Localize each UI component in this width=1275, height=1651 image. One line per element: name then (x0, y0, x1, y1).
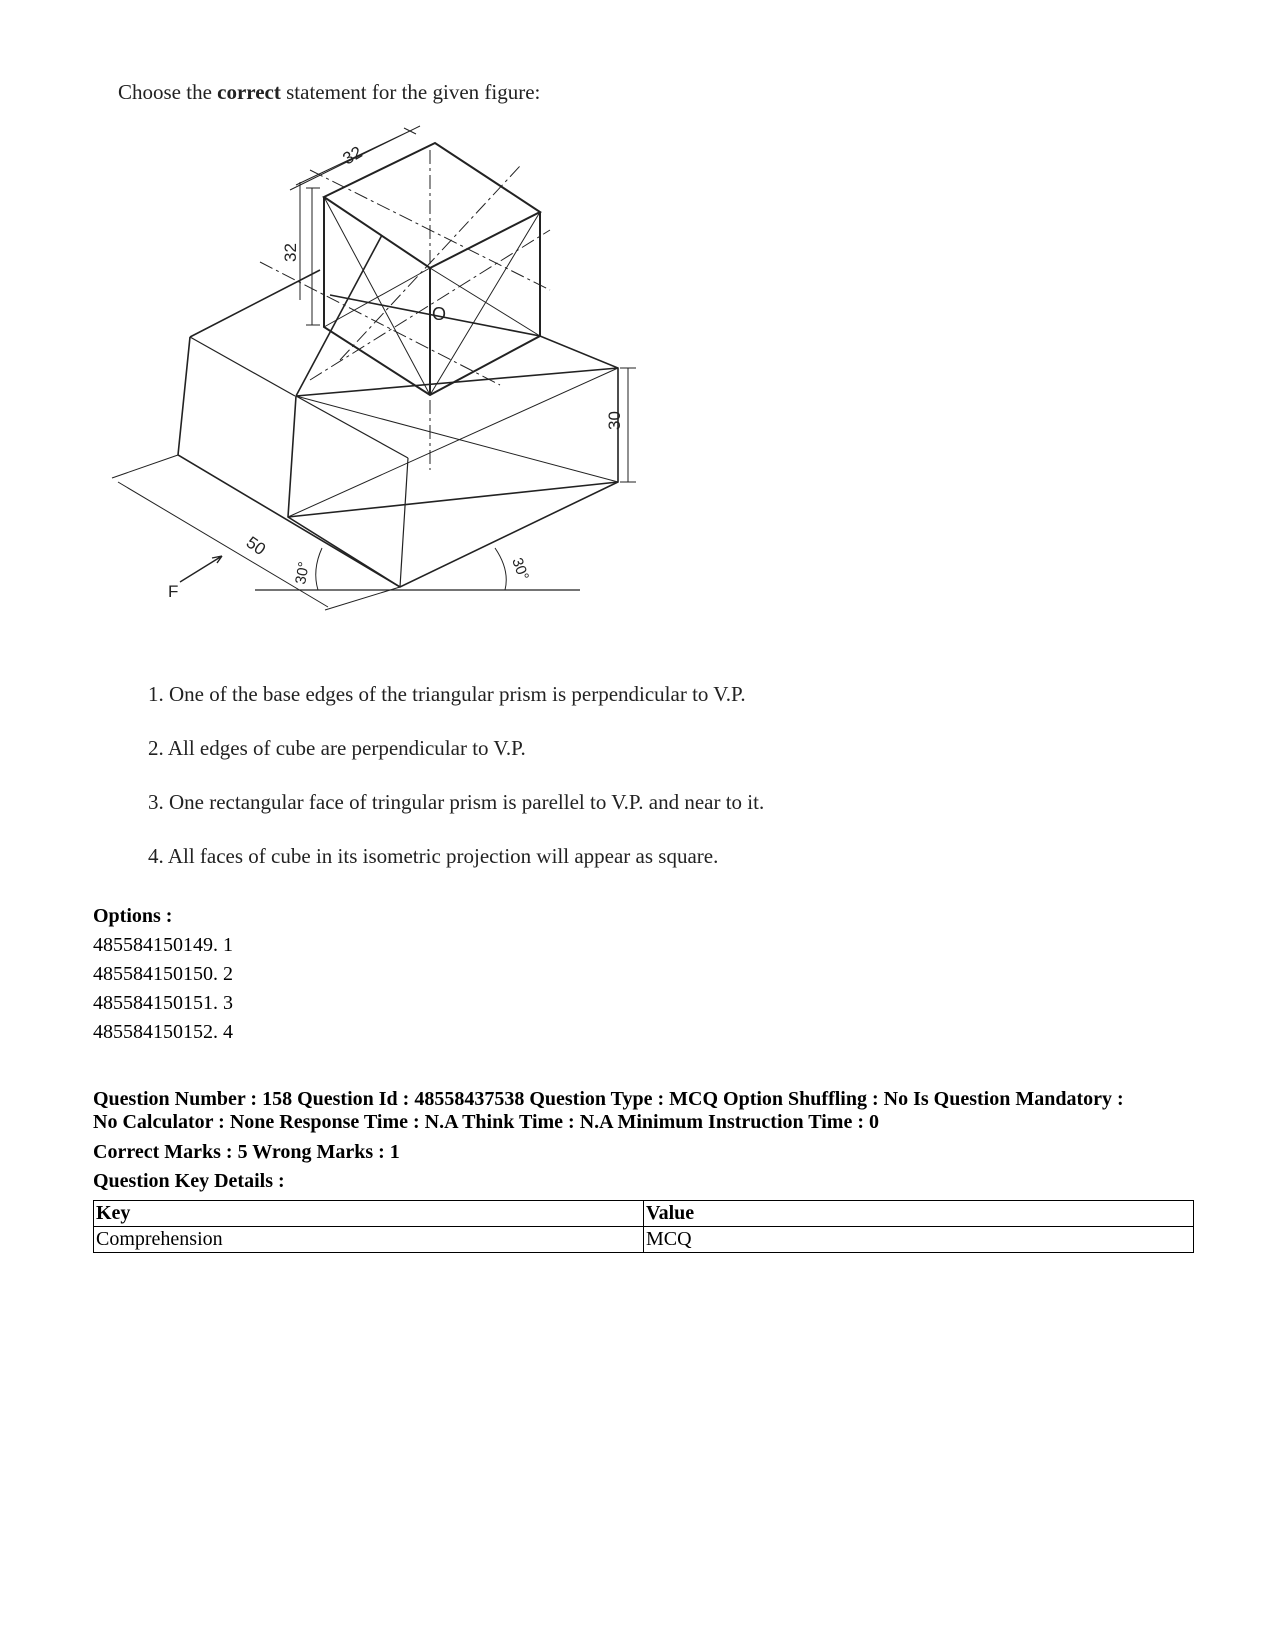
meta-line-2: No Calculator : None Response Time : N.A Think Time : N.A Minimum Instruction Time : 0 (93, 1111, 879, 1133)
prism-height-label: 30 (605, 411, 624, 430)
view-arrow-label: F (168, 582, 179, 601)
base-length-label: 50 (242, 532, 270, 560)
options-list (93, 934, 233, 1050)
prompt-suffix: statement for the given figure: (280, 80, 541, 104)
statement-item: 1. One of the base edges of the triangular prism is perpendicular to V.P. (148, 682, 746, 706)
marks-line: Correct Marks : 5 Wrong Marks : 1 (93, 1141, 400, 1163)
table-row (94, 1227, 1194, 1253)
table-cell: Comprehension (94, 1227, 644, 1253)
cube-height-label: 32 (281, 243, 300, 262)
statement-item: 3. One rectangular face of tringular prism is parellel to V.P. and near to it. (148, 790, 765, 814)
angle-right-label: 30° (508, 555, 532, 583)
meta-line-1: Question Number : 158 Question Id : 48558437538 Question Type : MCQ Option Shuffling : No Is Question Mandatory : (93, 1088, 1124, 1110)
option-item: 485584150152. 4 (93, 1021, 233, 1043)
center-label: O (432, 304, 447, 324)
statement-list (148, 682, 764, 898)
options-title: Options : (93, 905, 173, 927)
prompt-bold: correct (217, 80, 281, 104)
key-details-table (93, 1200, 1194, 1253)
table-header-row (94, 1201, 1194, 1227)
question-meta (93, 1088, 1193, 1134)
isometric-figure (100, 118, 640, 623)
table-header-cell: Key (94, 1201, 644, 1227)
option-item: 485584150150. 2 (93, 963, 233, 985)
angle-left-label: 30° (292, 560, 313, 586)
question-prompt (118, 80, 540, 105)
prompt-prefix: Choose the (118, 80, 218, 104)
option-item: 485584150151. 3 (93, 992, 233, 1014)
statement-item: 4. All faces of cube in its isometric projection will appear as square. (148, 844, 719, 868)
table-cell: MCQ (644, 1227, 1194, 1253)
cube-width-label: 32 (339, 142, 366, 169)
table-header-cell: Value (644, 1201, 1194, 1227)
statement-item: 2. All edges of cube are perpendicular to V.P. (148, 736, 526, 760)
key-details-title: Question Key Details : (93, 1170, 285, 1192)
option-item: 485584150149. 1 (93, 934, 233, 956)
